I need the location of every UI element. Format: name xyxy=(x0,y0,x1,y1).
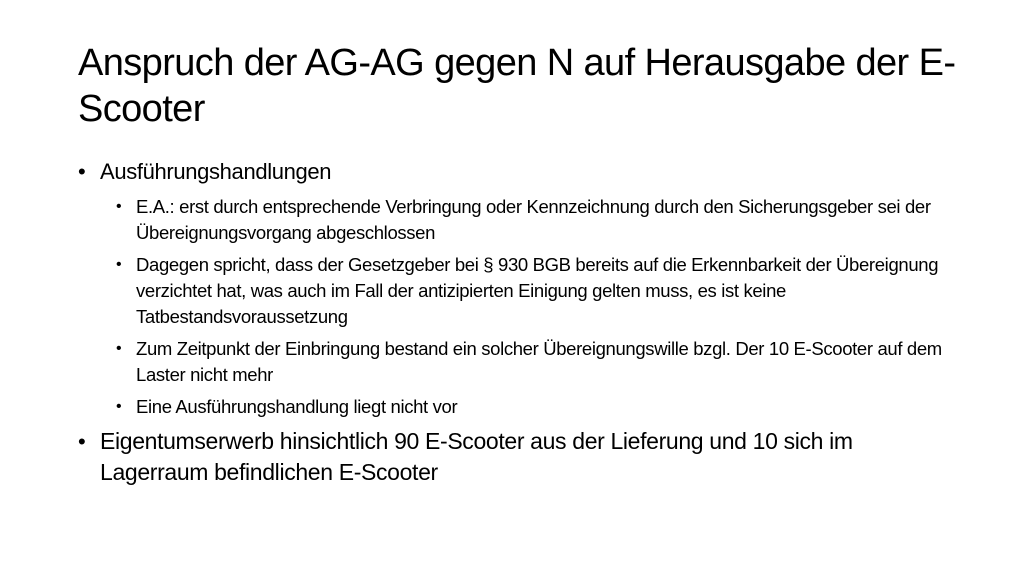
sub-bullet-item xyxy=(116,252,958,330)
sub-bullet-list xyxy=(78,194,958,420)
bullet-icon: • xyxy=(78,159,86,184)
bullet-item-ausfuehrungshandlungen xyxy=(78,156,958,187)
bullet-icon: • xyxy=(116,398,122,415)
slide-content xyxy=(78,156,958,488)
bullet-icon: • xyxy=(116,198,122,215)
bullet-text: Eigentumserwerb hinsichtlich 90 E-Scooter aus der Lieferung und 10 sich im Lagerraum befindlichen E-Scooter xyxy=(100,428,853,485)
sub-bullet-item xyxy=(116,336,958,388)
slide-title: Anspruch der AG-AG gegen N auf Herausgabe der E-Scooter xyxy=(78,42,956,130)
sub-bullet-text: E.A.: erst durch entsprechende Verbringung oder Kennzeichnung durch den Sicherungsgeber sei der Übereignungsvorgang abgeschlossen xyxy=(136,196,931,243)
sub-bullet-item xyxy=(116,194,958,246)
bullet-icon: • xyxy=(78,429,86,454)
sub-bullet-text: Eine Ausführungshandlung liegt nicht vor xyxy=(136,396,458,417)
bullet-text: Ausführungshandlungen xyxy=(100,159,332,184)
bullet-item-eigentumserwerb xyxy=(78,426,958,488)
bullet-icon: • xyxy=(116,340,122,357)
sub-bullet-text: Dagegen spricht, dass der Gesetzgeber bei § 930 BGB bereits auf die Erkennbarkeit der Übereignung verzichtet hat, was auch im Fall der antizipierten Einigung gelten muss, es ist keine Tatbestandsvoraussetzung xyxy=(136,254,939,327)
sub-bullet-item xyxy=(116,394,958,420)
bullet-icon: • xyxy=(116,256,122,273)
sub-bullet-text: Zum Zeitpunkt der Einbringung bestand ein solcher Übereignungswille bzgl. Der 10 E-Scooter auf dem Laster nicht mehr xyxy=(136,338,942,385)
